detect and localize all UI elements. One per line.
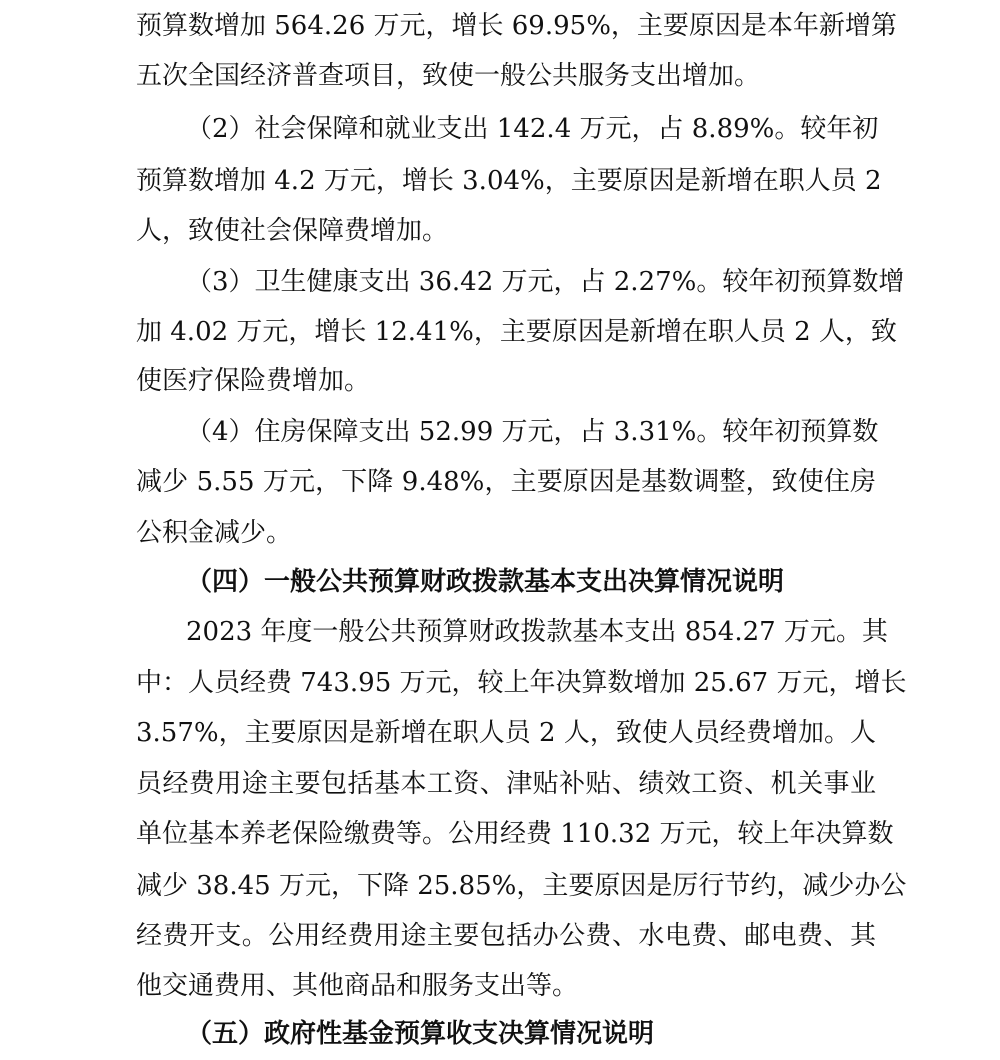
section-heading: （四）一般公共预算财政拨款基本支出决算情况说明 — [186, 567, 785, 597]
paragraph-line: （3）卫生健康支出 36.42 万元，占 2.27%。较年初预算数增 — [186, 267, 905, 297]
paragraph-line: 加 4.02 万元，增长 12.41%，主要原因是新增在职人员 2 人，致 — [136, 317, 897, 347]
paragraph-line: 经费开支。公用经费用途主要包括办公费、水电费、邮电费、其 — [136, 921, 876, 951]
paragraph-line: 使医疗保险费增加。 — [136, 366, 371, 396]
paragraph-line: 中：人员经费 743.95 万元，较上年决算数增加 25.67 万元，增长 — [136, 668, 907, 698]
paragraph-line: 员经费用途主要包括基本工资、津贴补贴、绩效工资、机关事业 — [136, 769, 876, 799]
paragraph-line: 人，致使社会保障费增加。 — [136, 216, 449, 246]
paragraph-line: 单位基本养老保险缴费等。公用经费 110.32 万元，较上年决算数 — [136, 819, 894, 849]
paragraph-line: 预算数增加 4.2 万元，增长 3.04%，主要原因是新增在职人员 2 — [136, 166, 882, 196]
paragraph-line: 3.57%，主要原因是新增在职人员 2 人，致使人员经费增加。人 — [136, 718, 876, 748]
paragraph-line: （2）社会保障和就业支出 142.4 万元，占 8.89%。较年初 — [186, 114, 879, 144]
paragraph-line: 公积金减少。 — [136, 518, 293, 548]
paragraph-line: （4）住房保障支出 52.99 万元，占 3.31%。较年初预算数 — [186, 417, 879, 447]
paragraph-line: 减少 38.45 万元，下降 25.85%，主要原因是厉行节约，减少办公 — [136, 871, 907, 901]
paragraph-line: 五次全国经济普查项目，致使一般公共服务支出增加。 — [136, 61, 761, 91]
paragraph-line: 他交通费用、其他商品和服务支出等。 — [136, 971, 579, 1001]
paragraph-line: 2023 年度一般公共预算财政拨款基本支出 854.27 万元。其 — [186, 617, 888, 647]
section-heading: （五）政府性基金预算收支决算情况说明 — [186, 1019, 655, 1049]
paragraph-line: 预算数增加 564.26 万元，增长 69.95%，主要原因是本年新增第 — [136, 11, 897, 41]
paragraph-line: 减少 5.55 万元，下降 9.48%，主要原因是基数调整，致使住房 — [136, 467, 876, 497]
